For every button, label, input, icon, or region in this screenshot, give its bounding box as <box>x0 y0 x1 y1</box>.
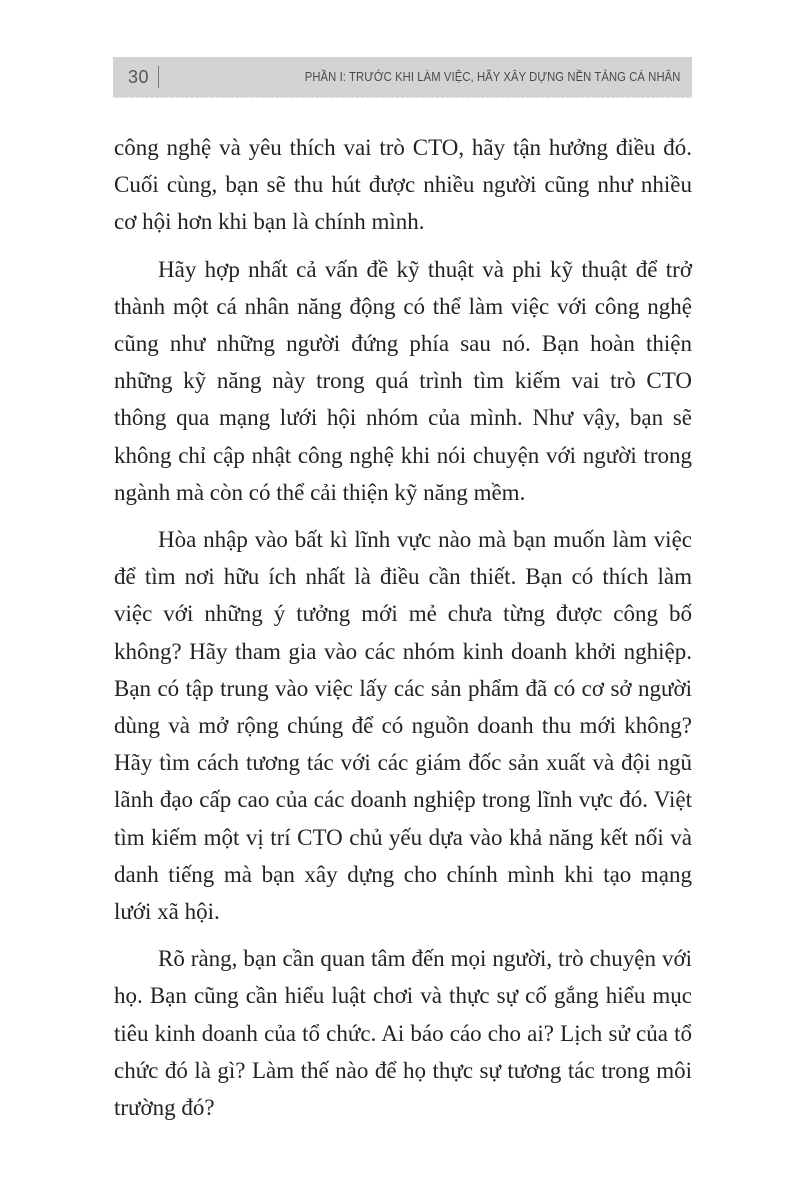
running-title: PHẦN I: TRƯỚC KHI LÀM VIỆC, HÃY XÂY DỰNG NỀN TẢNG CÁ NHÂN <box>304 70 680 84</box>
header-divider <box>158 66 159 88</box>
page-number: 30 <box>128 67 150 87</box>
paragraph: Hòa nhập vào bất kì lĩnh vực nào mà bạn muốn làm việc để tìm nơi hữu ích nhất là điều cần thiết. Bạn có thích làm việc với những ý tưởng mới mẻ chưa từng được công bố không? Hãy tham gia vào các nhóm kinh doanh khởi nghiệp. Bạn có tập trung vào việc lấy các sản phẩm đã có cơ sở người dùng và mở rộng chúng để có nguồn doanh thu mới không? Hãy tìm cách tương tác với các giám đốc sản xuất và đội ngũ lãnh đạo cấp cao của các doanh nghiệp trong lĩnh vực đó. Việt tìm kiếm một vị trí CTO chủ yếu dựa vào khả năng kết nối và danh tiếng mà bạn xây dựng cho chính mình khi tạo mạng lưới xã hội. <box>114 527 692 925</box>
running-header <box>113 57 692 98</box>
page-body <box>114 129 692 1136</box>
paragraph: công nghệ và yêu thích vai trò CTO, hãy tận hưởng điều đó. Cuối cùng, bạn sẽ thu hút được nhiều người cũng như nhiều cơ hội hơn khi bạn là chính mình. <box>114 135 692 235</box>
paragraph: Hãy hợp nhất cả vấn đề kỹ thuật và phi kỹ thuật để trở thành một cá nhân năng động có thể làm việc với công nghệ cũng như những người đứng phía sau nó. Bạn hoàn thiện những kỹ năng này trong quá trình tìm kiếm vai trò CTO thông qua mạng lưới hội nhóm của mình. Như vậy, bạn sẽ không chỉ cập nhật công nghệ khi nói chuyện với người trong ngành mà còn có thể cải thiện kỹ năng mềm. <box>114 256 692 505</box>
paragraph: Rõ ràng, bạn cần quan tâm đến mọi người, trò chuyện với họ. Bạn cũng cần hiểu luật chơi và thực sự cố gắng hiểu mục tiêu kinh doanh của tổ chức. Ai báo cáo cho ai? Lịch sử của tổ chức đó là gì? Làm thế nào để họ thực sự tương tác trong môi trường đó? <box>114 946 692 1121</box>
